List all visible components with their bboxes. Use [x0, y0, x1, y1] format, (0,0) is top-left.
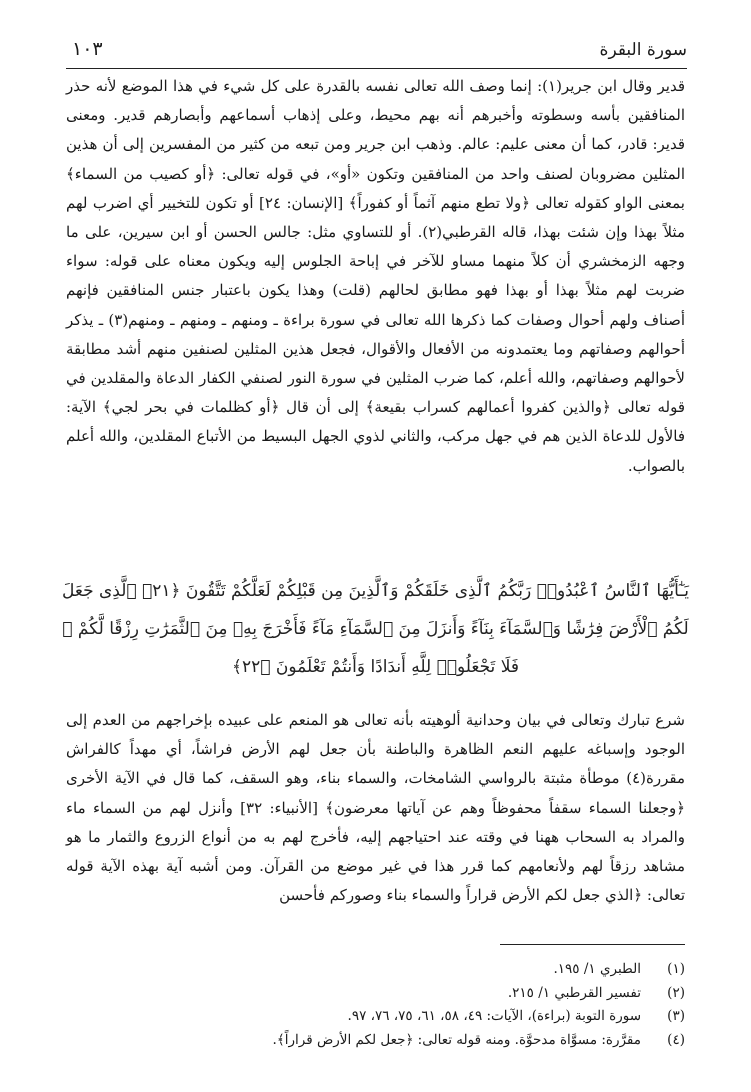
- footnote-divider: [500, 944, 685, 945]
- footnote-text: مقرَّرة: مسوَّاة مدحوَّة. ومنه قوله تعالى: ﴿جعل لكم الأرض قراراً﴾.: [272, 1031, 641, 1048]
- footnote-text: تفسير القرطبي ١/ ٢١٥.: [507, 984, 641, 1001]
- footnotes: [66, 958, 685, 1052]
- footnote-number: (٤): [667, 1031, 685, 1048]
- footnote: [66, 982, 685, 1006]
- footnote: [66, 1005, 685, 1029]
- commentary-top: [66, 72, 685, 481]
- footnote-text: سورة التوبة (براءة)، الآيات: ٤٩، ٥٨، ٦١، ٧٥، ٧٦، ٩٧.: [347, 1008, 641, 1024]
- footnote-number: (٢): [667, 984, 685, 1001]
- footnote-number: (٣): [667, 1008, 685, 1024]
- commentary-paragraph: شرع تبارك وتعالى في بيان وحدانية ألوهيته بأنه تعالى هو المنعم على عبيده بإخراجهم من العدم إلى الوجود وإسباغه عليهم النعم الظاهرة والباطنة بأن جعل لهم الأرض فراشاً، أي مهداً كالفراش مقررة(٤) موطأة مثبتة بالرواسي الشامخات، والسماء بناء، وهو السقف، كما قال في الآية الأخرى ﴿وجعلنا السماء سقفاً محفوظاً وهم عن آياتها معرضون﴾ [الأنبياء: ٣٢] وأنزل لهم من السماء ماء والمراد به السحاب ههنا في وقته عند احتياجهم إليه، فأخرج لهم به من أنواع الزروع والثمار ما هو مشاهد رزقاً لهم ولأنعامهم كما قرر هذا في غير موضع من القرآن. ومن أشبه آية بهذه الآية قوله تعالى: ﴿الذي جعل لكم الأرض قراراً والسماء بناء وصوركم فأحسن: [66, 711, 685, 905]
- commentary-bottom: [66, 706, 685, 910]
- page-number: ١٠٣: [72, 38, 103, 60]
- commentary-paragraph: قدير وقال ابن جرير(١): إنما وصف الله تعالى نفسه بالقدرة على كل شيء في هذا الموضع لأنه حذر المنافقين بأسه وسطوته وأخبرهم أنه بهم محيط، وعلى إذهاب أسماعهم وأبصارهم قدير. ومعنى قدير: قادر، كما أن معنى عليم: عالم. وذهب ابن جرير ومن تبعه من كثير من المفسرين إلى أن هذين المثلين مضروبان لصنف واحد من المنافقين وتكون «أو»، في قوله تعالى: ﴿أو كصيب من السماء﴾ بمعنى الواو كقوله تعالى ﴿ولا تطع منهم آثماً أو كفوراً﴾ [الإنسان: ٢٤] أو تكون للتخيير أي اضرب لهم مثلاً بهذا وإن شئت بهذا، قاله القرطبي(٢). أو للتساوي مثل: جالس الحسن أو ابن سيرين، على ما وجهه الزمخشري أن كلاً منهما مساو للآخر في إباحة الجلوس إليه ويكون معناه على قوله: سواء ضربت لهم مثلاً بهذا أو بهذا فهو مطابق لحالهم (قلت) وهذا يكون باعتبار جنس المنافقين فإنهم أصناف ولهم أحوال وصفات كما ذكرها الله تعالى في سورة براءة ـ ومنهم ـ ومنهم ـ ومنهم(٣) ـ يذكر أحوالهم وصفاتهم وما يعتمدونه من الأفعال والأقوال، فجعل هذين المثلين لصنفين منهم أشد مطابقة لأحوالهم وصفاتهم، والله أعلم، كما ضرب المثلين في سورة النور لصنفي الكفار الدعاة والمقلدين في قوله تعالى ﴿والذين كفروا أعمالهم كسراب بقيعة﴾ إلى أن قال ﴿أو كظلمات في بحر لجي﴾ الآية: فالأول للدعاة الذين هم في جهل مركب، والثاني لذوي الجهل البسيط من الأتباع المقلدين، والله أعلم بالصواب.: [66, 77, 686, 475]
- footnote-number: (١): [667, 961, 685, 977]
- footnote: [66, 1029, 685, 1053]
- quran-verse-block: يَـٰٓأَيُّهَا ٱلنَّاسُ ٱعْبُدُوا۟ رَبَّكُمُ ٱلَّذِى خَلَقَكُمْ وَٱلَّذِينَ مِن قَبْلِكُمْ لَعَلَّكُمْ تَتَّقُونَ ﴿٢١﴾ ٱلَّذِى جَعَلَ لَكُمُ ٱلْأَرْضَ فِرَٰشًا وَٱلسَّمَآءَ بِنَآءً وَأَنزَلَ مِنَ ٱلسَّمَآءِ مَآءً فَأَخْرَجَ بِهِۦ مِنَ ٱلثَّمَرَٰتِ رِزْقًا لَّكُمْ ۖ فَلَا تَجْعَلُوا۟ لِلَّهِ أَندَادًا وَأَنتُمْ تَعْلَمُونَ ﴿٢٢﴾: [62, 581, 689, 677]
- footnote-text: الطبري ١/ ١٩٥.: [553, 961, 641, 977]
- footnote: [66, 958, 685, 982]
- running-header: [66, 38, 687, 69]
- surah-title: سورة البقرة: [599, 40, 687, 60]
